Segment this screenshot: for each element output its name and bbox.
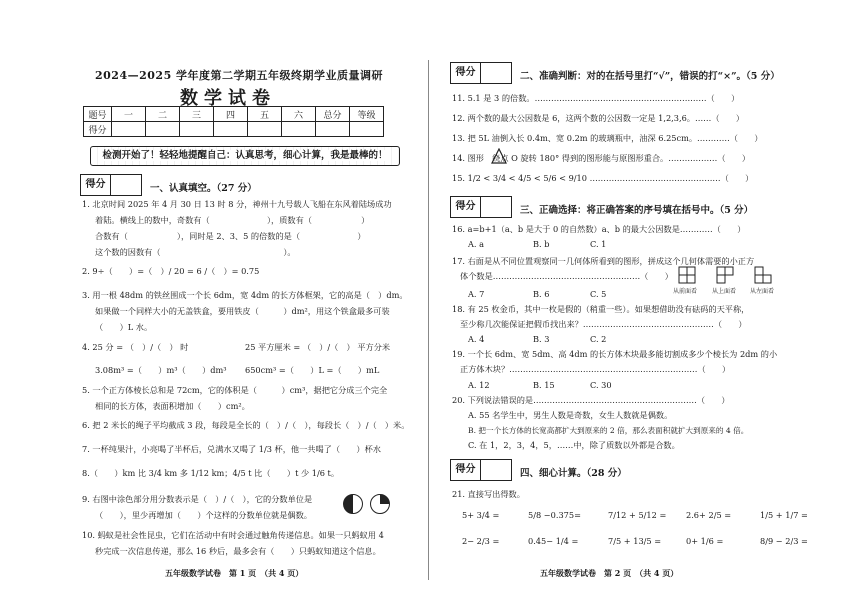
slogan-banner [90,146,400,166]
calc-item: 0+ 1/6 = [686,536,724,546]
score-label: 得分 [451,197,481,217]
section3-heading: 三、正确选择：将正确答案的序号填在括号中。（5 分） [520,205,754,216]
choice-19-option: B. 15 [533,380,555,390]
score-label: 得分 [451,460,481,480]
score-table [83,106,384,137]
choice-19-line1: 19. 一个长 6dm、宽 5dm、高 4dm 的长方体木块最多能切割成多少个棱长为 2dm 的小 [452,349,778,359]
section1-heading: 一、认真填空。（27 分） [150,183,257,194]
question-1-line2: 着陆。横线上的数中，奇数有（ ），质数有（ ） [95,215,370,225]
score-blank[interactable] [481,63,511,83]
question-10-line2: 秒完成一次信息传递，那么 16 秒后，最多会有（ ）只蚂蚁知道这个信息。 [95,546,381,556]
view-label: 从上面看 [712,288,737,295]
score-table-col: 等级 [350,107,384,122]
section3-score-box [450,196,512,218]
choice-19-option: C. 30 [590,380,612,390]
score-cell[interactable] [316,122,350,137]
question-4a: 4. 25 分 = （ ）/（ ） 时 [82,342,189,352]
score-cell[interactable] [112,122,146,137]
score-table-col: 六 [282,107,316,122]
exam-subtitle: 2024—2025 学年度第二学期五年级终期学业质量调研 [95,69,384,82]
question-10-line1: 10. 蚂蚁是社会性昆虫，它们在活动中有时会通过触角传递信息。如果一只蚂蚁用 4 [82,530,384,540]
judge-11: 11. 5.1 是 3 的倍数。………………………………………………………（ ） [452,93,740,103]
score-cell[interactable] [248,122,282,137]
page-2-footer: 五年级数学试卷 第 2 页 （共 4 页） [540,568,679,578]
triangle-figure-icon [491,148,507,164]
view-label: 从左面看 [750,288,775,295]
score-table-col: 一 [112,107,146,122]
score-blank[interactable] [481,197,511,217]
question-1-line4: 这个数的因数有（ ）。 [95,247,296,257]
score-table-col: 总分 [316,107,350,122]
choice-18-line2: 至少称几次能保证把假币找出来？…………………………………………（ ） [460,319,747,329]
choice-17-line2: 体个数是………………………………………………（ ） [460,271,673,281]
calc-item: 5+ 3/4 = [462,510,500,520]
question-5-line2: 相同的长方体，表面积增加（ ）cm²。 [95,401,250,411]
choice-18-line1: 18. 有 25 枚金币，其中一枚是假的（稍重一些）。如果想借助没有砝码的天平称， [452,304,750,314]
choice-18-option: C. 2 [590,334,607,344]
question-3-line2: 如果做一个同样大小的无盖铁盒，要用铁皮（ ）dm²，用这个铁盒最多可装 [95,306,390,316]
question-3-line3: （ ）L 水。 [95,322,153,332]
left-view-icon [754,266,774,284]
question-7: 7. 一杯纯果汁，小亮喝了半杯后，兑满水又喝了 1/3 杯，他一共喝了（ ）杯水 [82,444,381,454]
slogan-text: 检测开始了！轻轻地提醒自己：认真思考，细心计算，我是最棒的！ [99,150,390,161]
choice-20: 20. 下列说法错误的是……………………………………………………（ ） [452,395,730,405]
score-cell[interactable] [146,122,180,137]
score-cell[interactable] [282,122,316,137]
choice-17-option: B. 6 [533,289,550,299]
calc-item: 7/12 + 5/12 = [608,510,667,520]
question-21: 21. 直接写出得数。 [452,489,525,499]
score-cell[interactable] [180,122,214,137]
section2-score-box [450,62,512,84]
score-cell[interactable] [350,122,384,137]
section4-score-box [450,459,512,481]
calc-item: 2.6+ 2/5 = [686,510,732,520]
choice-17-option: C. 5 [590,289,607,299]
calc-item: 1/5 + 1/7 = [760,510,808,520]
section4-heading: 四、细心计算。（28 分） [520,468,627,479]
score-blank[interactable] [111,175,141,195]
question-6: 6. 把 2 米长的绳子平均截成 3 段，每段是全长的（ ）/（ ），每段长（ ）/（ ）米。 [82,420,410,430]
judge-13: 13. 把 5L 油倒入长 0.4m、宽 0.2m 的玻璃瓶中，油深 6.25cm。…………（ ） [452,133,763,143]
question-4b: 25 平方厘米 = （ ）/（ ） 平方分米 [245,342,391,352]
question-3-line1: 3. 用一根 48dm 的铁丝围成一个长 6dm，宽 4dm 的长方体框架，它的高是（ ）dm。 [82,290,408,300]
choice-19-option: A. 12 [468,380,490,390]
calc-item: 2− 2/3 = [462,536,500,546]
calc-item: 0.45− 1/4 = [528,536,579,546]
calc-item: 5/8 −0.375= [528,510,581,520]
choice-16-option: C. 1 [590,239,607,249]
score-table-col: 四 [214,107,248,122]
front-view-icon [678,266,698,284]
choice-16: 16. a=b+1（a、b 是大于 0 的自然数）a、b 的最大公因数是…………（ ） [452,224,746,234]
judge-14: 14. 图形 绕点 O 旋转 180° 得到的图形能与原图形重合。………………（ ） [452,153,751,163]
question-9-line2: （ ），里少再增加（ ）个这样的分数单位就是偶数。 [95,510,312,520]
page-1-footer: 五年级数学试卷 第 1 页 （共 4 页） [165,568,304,578]
score-blank[interactable] [481,460,511,480]
calc-item: 7/5 + 13/5 = [608,536,662,546]
shaded-circle-figure-2 [370,494,390,514]
score-label: 得分 [81,175,111,195]
judge-15: 15. 1/2 < 3/4 < 4/5 < 5/6 < 9/10 …………………………………………（ ） [452,173,754,183]
choice-18-option: B. 3 [533,334,550,344]
question-9-line1: 9. 右图中涂色部分用分数表示是（ ）/（ ），它的分数单位是 [82,494,313,504]
section1-score-box [80,174,142,196]
choice-20-option-a: A. 55 名学生中，男生人数是奇数，女生人数就是偶数。 [468,410,673,420]
score-table-col: 三 [180,107,214,122]
score-table-header: 题号 [84,107,112,122]
choice-20-option-b: B. 把一个长方体的长宽高都扩大到原来的 2 倍，那么表面积就扩大到原来的 4 倍。 [468,426,749,435]
question-4c: 3.08m³ =（ ）m³（ ）dm³ [95,365,227,375]
score-row-label: 得分 [84,122,112,137]
choice-20-option-c: C. 在 1，2，3，4，5，……中，除了质数以外都是合数。 [468,440,680,450]
choice-16-option: A. a [468,239,484,249]
judge-12: 12. 两个数的最大公因数是 6，这两个数的公因数一定是 1,2,3,6。……（ ） [452,113,745,123]
choice-16-option: B. b [533,239,550,249]
calc-item: 8/9 − 2/3 = [760,536,808,546]
page-2 [430,0,860,609]
question-5-line1: 5. 一个正方体棱长总和是 72cm，它的体积是（ ）cm³，据把它分成三个完全 [82,385,388,395]
choice-19-line2: 正方体木块？……………………………………………………………（ ） [460,364,731,374]
shaded-circle-figure-1 [343,494,363,514]
score-table-col: 二 [146,107,180,122]
view-label: 从前面看 [673,288,698,295]
section2-heading: 二、准确判断：对的在括号里打“√”，错误的打“×”。（5 分） [520,71,780,82]
choice-17-option: A. 7 [468,289,485,299]
score-table-col: 五 [248,107,282,122]
question-2: 2. 9÷（ ）=（ ）/ 20 = 6 /（ ）= 0.75 [82,266,260,276]
question-1-line3: 合数有（ ），同时是 2、3、5 的倍数的是（ ） [95,231,366,241]
question-4d: 650cm³ =（ ）L =（ ）mL [245,365,380,375]
top-view-icon [716,266,736,284]
choice-17-line1: 17. 右面是从不同位置观察同一几何体所看到的图形，拼成这个几何体需要的小正方 [452,256,755,266]
question-1-line1: 1. 北京时间 2025 年 4 月 30 日 13 时 8 分，神州十九号载人飞船在东风着陆场成功 [82,199,392,209]
score-label: 得分 [451,63,481,83]
exam-title: 数学试卷 [180,88,276,109]
question-8: 8.（ ）km 比 3/4 km 多 1/12 km；4/5 t 比（ ）t 少 1/6 t。 [82,468,340,478]
choice-18-option: A. 4 [468,334,485,344]
score-cell[interactable] [214,122,248,137]
